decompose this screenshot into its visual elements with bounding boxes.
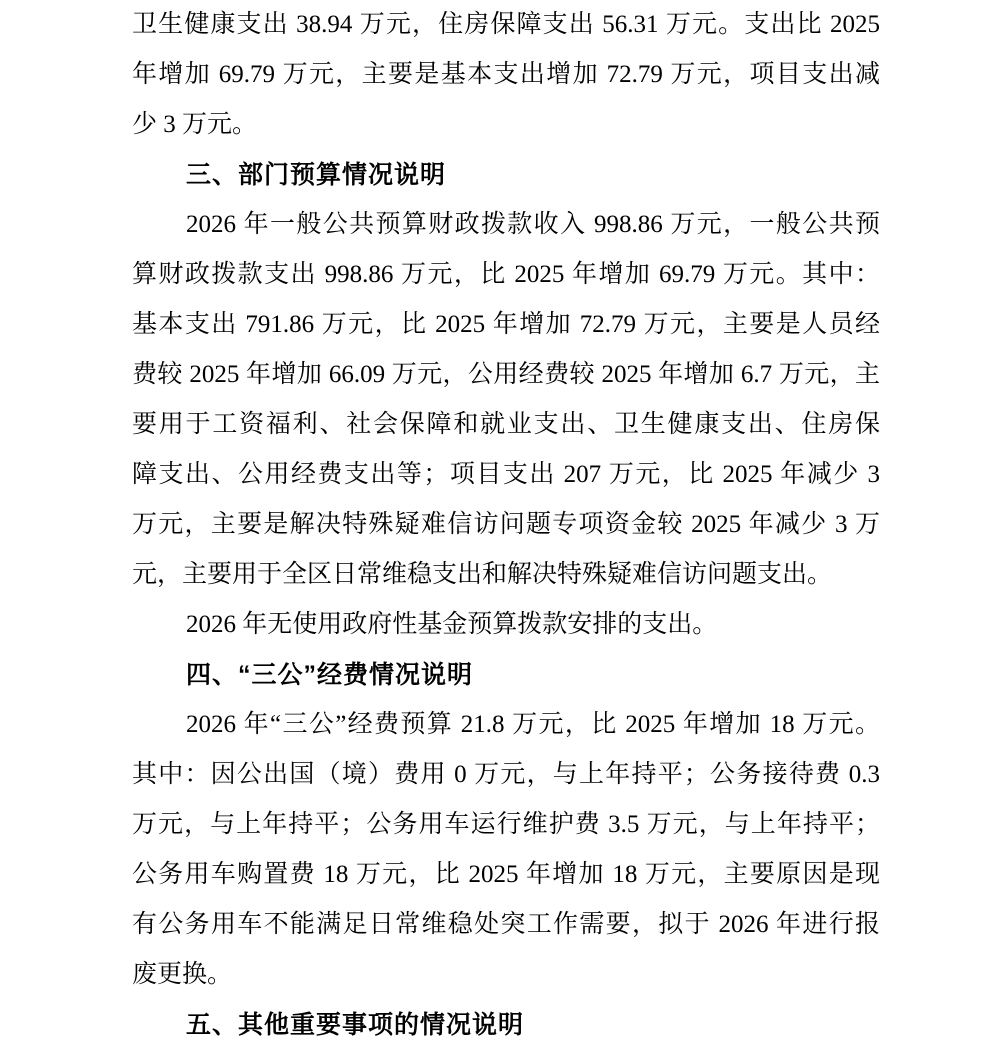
text-line: 费较 2025 年增加 66.09 万元，公用经费较 2025 年增加 6.7 万元，主 <box>132 361 880 388</box>
text-line: 2026 年“三公”经费预算 21.8 万元，比 2025 年增加 18 万元。 <box>186 711 880 738</box>
section-heading: 三、部门预算情况说明 <box>186 161 447 189</box>
text-line: 障支出、公用经费支出等；项目支出 207 万元，比 2025 年减少 3 <box>132 461 880 488</box>
text-line: 基本支出 791.86 万元，比 2025 年增加 72.79 万元，主要是人员经 <box>132 311 880 338</box>
text-line: 卫生健康支出 38.94 万元，住房保障支出 56.31 万元。支出比 2025 <box>132 11 880 38</box>
text-line: 要用于工资福利、社会保障和就业支出、卫生健康支出、住房保 <box>132 411 880 438</box>
text-line: 少 3 万元。 <box>132 111 258 138</box>
text-line: 2026 年一般公共预算财政拨款收入 998.86 万元，一般公共预 <box>186 211 880 238</box>
document-text-block <box>132 0 880 1050</box>
text-line: 公务用车购置费 18 万元，比 2025 年增加 18 万元，主要原因是现 <box>132 861 880 888</box>
section-heading: 五、其他重要事项的情况说明 <box>186 1011 525 1039</box>
text-line: 万元，与上年持平；公务用车运行维护费 3.5 万元，与上年持平； <box>132 811 880 838</box>
text-line: 万元，主要是解决特殊疑难信访问题专项资金较 2025 年减少 3 万 <box>132 511 880 538</box>
section-heading: 四、“三公”经费情况说明 <box>186 661 474 689</box>
text-line: 算财政拨款支出 998.86 万元，比 2025 年增加 69.79 万元。其中： <box>132 261 880 288</box>
text-line: 2026 年无使用政府性基金预算拨款安排的支出。 <box>186 611 718 638</box>
text-line: 有公务用车不能满足日常维稳处突工作需要，拟于 2026 年进行报 <box>132 911 880 938</box>
text-line: 废更换。 <box>132 961 233 988</box>
text-line: 元，主要用于全区日常维稳支出和解决特殊疑难信访问题支出。 <box>132 561 833 588</box>
text-line: 其中：因公出国（境）费用 0 万元，与上年持平；公务接待费 0.3 <box>132 761 880 788</box>
text-line: 年增加 69.79 万元，主要是基本支出增加 72.79 万元，项目支出减 <box>132 61 880 88</box>
